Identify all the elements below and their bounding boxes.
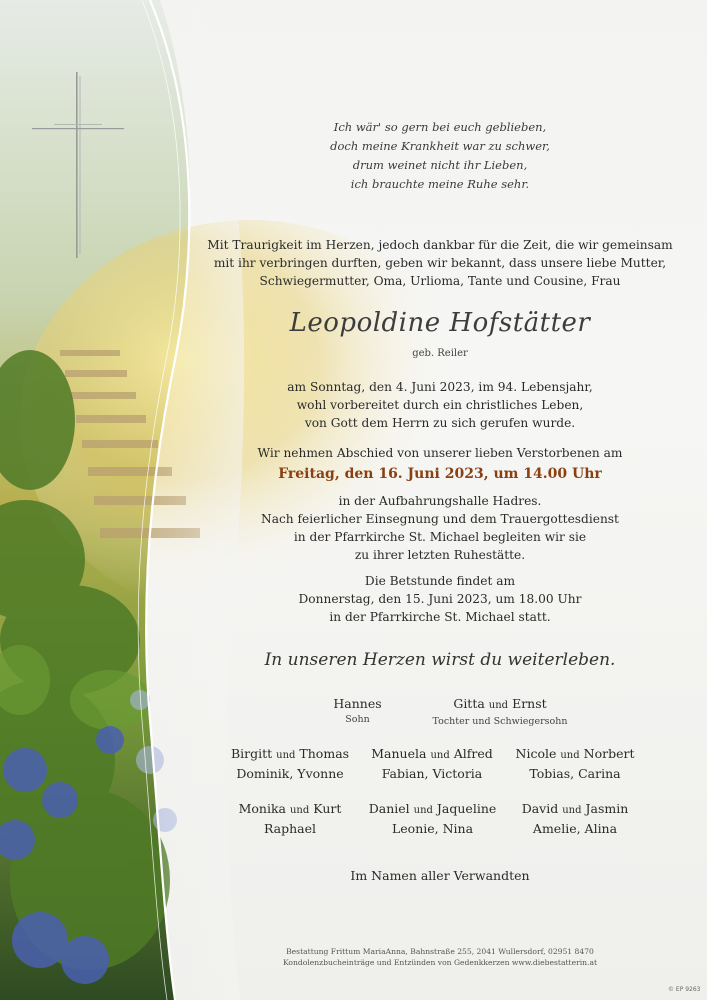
footer-website: Kondolenzbucheinträge und Entzünden von Gedenkkerzen www.diebestatterin.at <box>282 958 598 967</box>
deceased-name: Leopoldine Hofstätter <box>289 308 591 338</box>
family-name: Daniel <box>368 801 410 816</box>
family-name: Alfred <box>453 746 493 761</box>
family-conjunction: und <box>560 750 580 761</box>
ceremony-line: Nach feierlicher Einsegnung und dem Trauergottesdienst <box>261 512 619 526</box>
family-name: Thomas <box>299 746 350 761</box>
poem <box>190 118 690 194</box>
family-conjunction: und <box>430 750 450 761</box>
poem-line: ich brauchte meine Ruhe sehr. <box>350 177 530 191</box>
intro-line: mit ihr verbringen durften, geben wir bekannt, dass unsere liebe Mutter, <box>213 256 667 270</box>
family-children: Leonie, Nina <box>391 821 474 836</box>
death-line: von Gott dem Herrn zu sich gerufen wurde. <box>304 416 576 430</box>
intro-line: Schwiegermutter, Oma, Urlioma, Tante und Cousine, Frau <box>259 274 621 288</box>
family-children: Fabian, Victoria <box>381 766 483 781</box>
family-entry <box>362 745 502 783</box>
family-name: Birgitt <box>230 746 273 761</box>
family-conjunction: und <box>488 700 509 711</box>
relatives-line: Im Namen aller Verwandten <box>350 868 530 883</box>
funeral-home-footer <box>190 946 690 968</box>
ceremony-line: zu ihrer letzten Ruhestätte. <box>354 548 526 562</box>
family-name: Gitta <box>453 696 485 711</box>
footer-address: Bestattung Frittum MariaAnna, Bahnstraße 255, 2041 Wullersdorf, 02951 8470 <box>286 947 594 956</box>
prayer-line: Die Betstunde findet am <box>364 574 516 588</box>
family-name: Nicole <box>515 746 557 761</box>
family-name: Monika <box>238 801 286 816</box>
poem-line: Ich wär' so gern bei euch geblieben, <box>333 120 547 134</box>
family-conjunction: und <box>276 750 296 761</box>
prayer-line: in der Pfarrkirche St. Michael statt. <box>329 610 551 624</box>
document-code: © EP 9263 <box>668 986 701 993</box>
poem-line: doch meine Krankheit war zu schwer, <box>330 139 550 153</box>
family-children: Dominik, Yvonne <box>236 766 344 781</box>
family-relation: Sohn <box>345 714 370 725</box>
announcement-intro <box>185 236 695 290</box>
intro-line: Mit Traurigkeit im Herzen, jedoch dankbar für die Zeit, die wir gemeinsam <box>207 238 673 252</box>
prayer-line: Donnerstag, den 15. Juni 2023, um 18.00 Uhr <box>298 592 582 606</box>
family-entry <box>360 800 505 838</box>
family-entry <box>505 800 645 838</box>
family-entry <box>220 745 360 783</box>
family-children: Raphael <box>263 821 317 836</box>
family-relation: Tochter und Schwiegersohn <box>432 716 568 727</box>
ceremony-line: in der Aufbahrungshalle Hadres. <box>338 494 542 508</box>
family-children: Amelie, Alina <box>532 821 618 836</box>
family-entry <box>300 695 415 727</box>
family-entry <box>410 695 590 729</box>
death-notice <box>190 378 690 432</box>
family-name: Jaqueline <box>436 801 497 816</box>
prayer-hour <box>190 572 690 626</box>
family-conjunction: und <box>289 805 310 816</box>
family-name: Manuela <box>371 746 427 761</box>
family-conjunction: und <box>413 805 433 816</box>
family-children: Tobias, Carina <box>529 766 621 781</box>
ceremony-details <box>190 492 690 564</box>
death-line: am Sonntag, den 4. Juni 2023, im 94. Lebensjahr, <box>287 380 593 394</box>
maiden-name: geb. Reiler <box>412 348 468 359</box>
family-name: David <box>521 801 559 816</box>
family-entry <box>220 800 360 838</box>
cross-icon <box>32 72 124 258</box>
family-name: Ernst <box>512 696 547 711</box>
ceremony-line: in der Pfarrkirche St. Michael begleiten wir sie <box>293 530 587 544</box>
family-name: Kurt <box>313 801 342 816</box>
family-name: Hannes <box>333 696 382 711</box>
family-entry <box>505 745 645 783</box>
funeral-date: Freitag, den 16. Juni 2023, um 14.00 Uhr <box>278 466 602 482</box>
poem-line: drum weinet nicht ihr Lieben, <box>352 158 528 172</box>
family-conjunction: und <box>562 805 582 816</box>
motto: In unseren Herzen wirst du weiterleben. <box>264 650 616 670</box>
death-line: wohl vorbereitet durch ein christliches Leben, <box>296 398 584 412</box>
family-name: Norbert <box>583 746 635 761</box>
family-name: Jasmin <box>585 801 629 816</box>
farewell-text: Wir nehmen Abschied von unserer lieben Verstorbenen am <box>257 446 623 460</box>
